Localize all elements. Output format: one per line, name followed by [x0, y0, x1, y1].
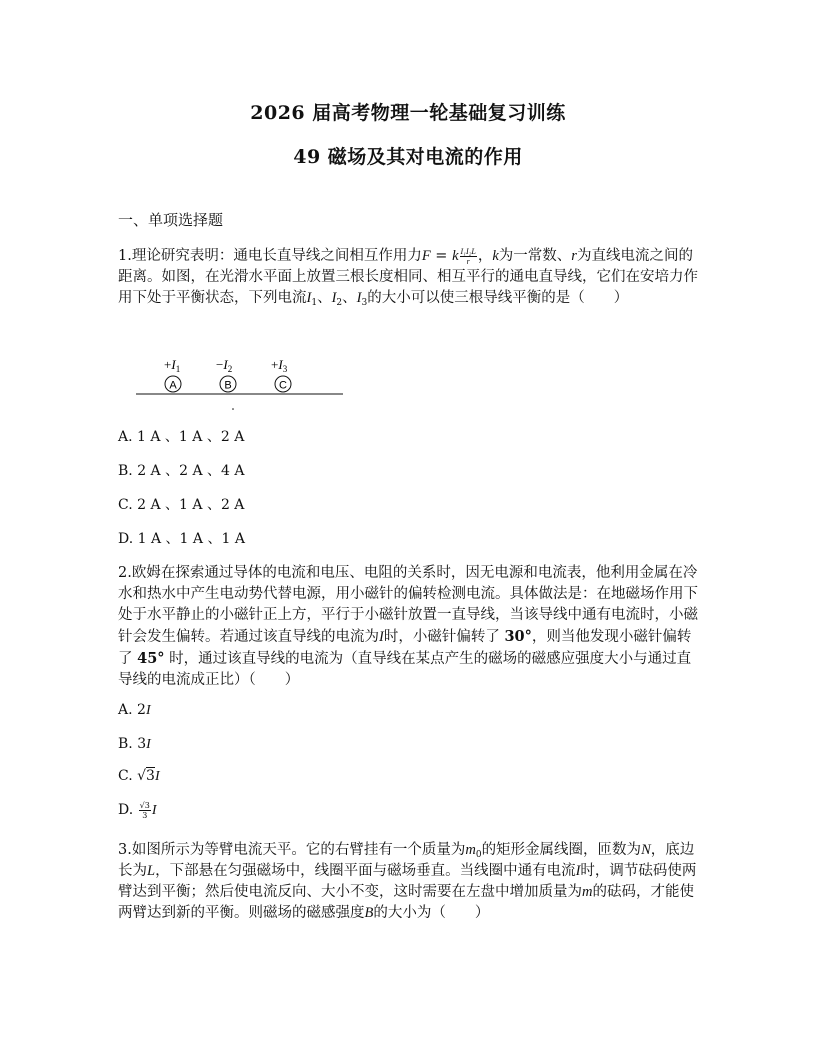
figure-dot: [232, 408, 234, 410]
label-plus-i1: $+I_1$: [164, 357, 181, 374]
three-wires-figure: [130, 352, 350, 414]
force-fraction: $\frac{\text{I₁I₂L}}{r}$: [460, 246, 476, 266]
q2-option-b[interactable]: B. 3I: [118, 736, 151, 752]
question-3-text: 3.如图所示为等臂电流天平。它的右臂挂有一个质量为$m_0$的矩形金属线圈，匝数为N，底边长为L，下部悬在匀强磁场中，线圈平面与磁场垂直。当线圈中通有电流I时，调节砝码使两臂达到平衡；然后使电流反向、大小不变，这时需要在左盘中增加质量为m的砝码，才能使两臂达到新的平衡。则磁场的磁感强度B的大小为（ ）: [118, 842, 697, 921]
sqrt3-over-3-fraction: $\frac{√3}{3}$: [139, 800, 150, 820]
wire-a-label: A: [169, 379, 177, 392]
section-heading: 一、单项选择题: [118, 211, 224, 229]
label-minus-i2: $-I_2$: [216, 357, 233, 374]
label-plus-i3: $+I_3$: [271, 357, 288, 374]
q1-option-b[interactable]: B. 2 A 、2 A 、4 A: [118, 463, 245, 479]
wire-c-label: C: [279, 379, 287, 392]
q2-option-c[interactable]: C. √3I: [118, 768, 160, 784]
question-2-text: 2.欧姆在探索通过导体的电流和电压、电阻的关系时，因无电源和电流表，他利用金属在冷水和热水中产生电动势代替电源，用小磁针的偏转检测电流。具体做法是：在地磁场作用下处于水平静止的小磁针正上方，平行于小磁针放置一直导线，当该导线中通有电流时，小磁针会发生偏转。若通过该直导线的电流为I时，小磁针偏转了 30°，则当他发现小磁针偏转了 45° 时，通过该直导线的电流为（直导线在某点产生的磁场的磁感应强度大小与通过直导线的电流成正比）（ ）: [118, 565, 698, 688]
sqrt-symbol: √: [137, 768, 147, 784]
q1-option-d[interactable]: D. 1 A 、1 A 、1 A: [118, 531, 245, 547]
document-title: 2026 届高考物理一轮基础复习训练: [250, 102, 566, 124]
q1-option-a[interactable]: A. 1 A 、1 A 、2 A: [118, 429, 245, 445]
wire-b-label: B: [224, 379, 232, 392]
document-subtitle: 49 磁场及其对电流的作用: [293, 146, 523, 168]
q1-option-c[interactable]: C. 2 A 、1 A 、2 A: [118, 497, 245, 513]
q2-option-a[interactable]: A. 2I: [118, 702, 151, 718]
question-1-text: 1.理论研究表明：通电长直导线之间相互作用力F = k $\frac{\text{I₁I₂L}}{r}$ ，k为一常数、r为直线电流之间的距离。如图，在光滑水平面上放置三根长度相同、相互平行的通电直导线，它们在安培力作用下处于平衡状态，下列电流$I_1$、$I_2$、$I_3$的大小可以使三根导线平衡的是（ ）: [118, 246, 698, 308]
q2-option-d[interactable]: D. $\frac{√3}{3}$ I: [118, 800, 157, 820]
